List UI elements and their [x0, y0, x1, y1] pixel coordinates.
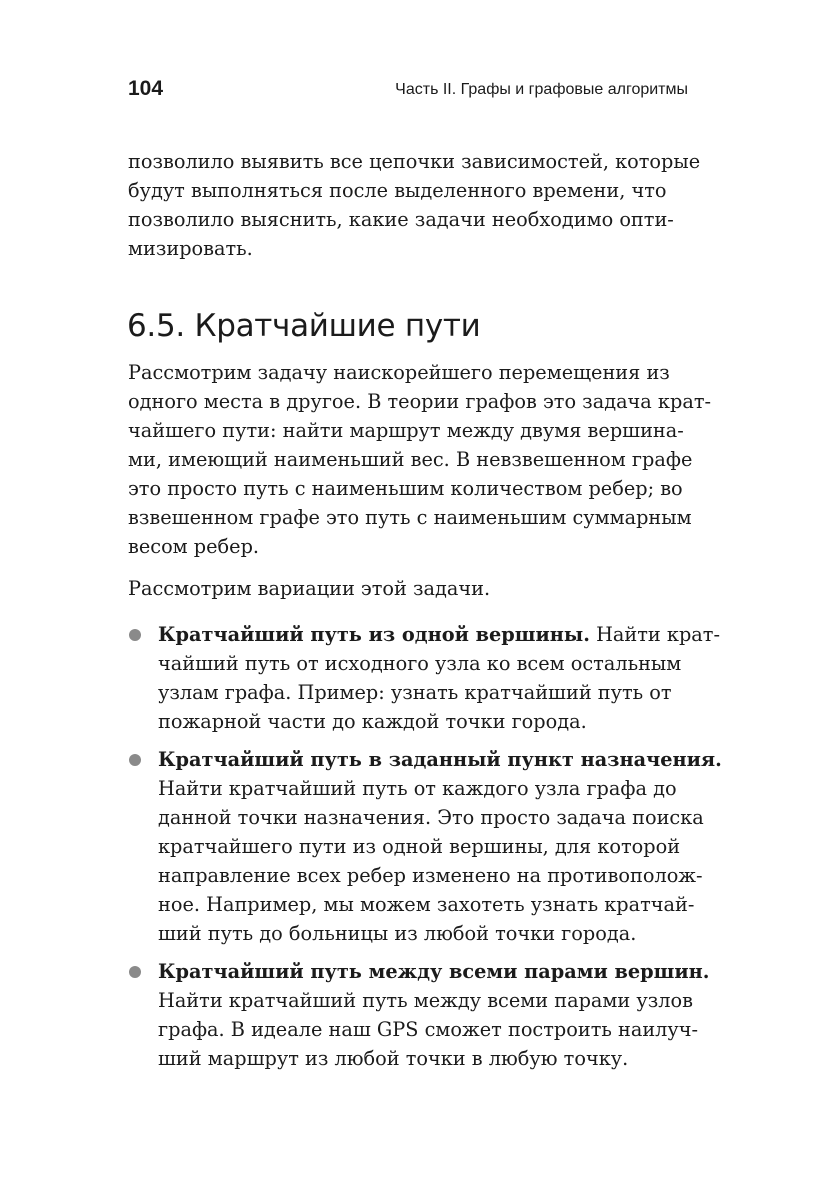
bullet-term: Кратчайший путь между всеми парами вершин.: [158, 960, 710, 983]
bullet-item: [128, 957, 710, 1073]
page-number: 104: [128, 77, 164, 100]
text-line: мизировать.: [128, 237, 253, 260]
section-title: 6.5. Кратчайшие пути: [127, 308, 481, 344]
text-line: ми, имеющий наименьший вес. В невзвешенном графе: [128, 448, 693, 471]
text-line: будут выполняться после выделенного времени, что: [128, 179, 667, 202]
text-line: Найти кратчайший путь от каждого узла графа до: [158, 777, 677, 800]
text-line: узлам графа. Пример: узнать кратчайший путь от: [158, 681, 672, 704]
text-line: Рассмотрим задачу наискорейшего перемещения из: [128, 361, 670, 384]
text-line: это просто путь с наименьшим количеством ребер; во: [128, 477, 683, 500]
paragraph-1: [128, 358, 712, 561]
text-line: ное. Например, мы можем захотеть узнать кратчай-: [158, 893, 695, 916]
bullet-term: Кратчайший путь из одной вершины.: [158, 623, 590, 646]
bullet-item: [128, 620, 720, 736]
intro-paragraph: [128, 147, 701, 263]
text-line: графа. В идеале наш GPS сможет построить наилуч-: [158, 1018, 699, 1041]
bullet-first-line: [158, 957, 710, 986]
running-head: [128, 76, 688, 104]
text-line: Рассмотрим вариации этой задачи.: [128, 577, 491, 600]
text-line: взвешенном графе это путь с наименьшим суммарным: [128, 506, 692, 529]
text-line: ший маршрут из любой точки в любую точку.: [158, 1047, 629, 1070]
text-line: весом ребер.: [128, 535, 260, 558]
text-line: ший путь до больницы из любой точки города.: [158, 922, 637, 945]
text-line: кратчайшего пути из одной вершины, для которой: [158, 835, 681, 858]
bullet-first-line: [158, 620, 720, 649]
bullet-list: [128, 620, 722, 1082]
paragraph-2: [128, 574, 692, 603]
bullet-dot: [129, 629, 141, 641]
text-line: данной точки назначения. Это просто задача поиска: [158, 806, 704, 829]
bullet-dot: [129, 966, 141, 978]
bullet-dot: [129, 754, 141, 766]
text-line: одного места в другое. В теории графов это задача крат-: [128, 390, 712, 413]
running-title: Часть II. Графы и графовые алгоритмы: [395, 81, 688, 98]
bullet-term: Кратчайший путь в заданный пункт назначения.: [158, 748, 722, 771]
text-line: чайший путь от исходного узла ко всем остальным: [158, 652, 682, 675]
text-line: направление всех ребер изменено на противополож-: [158, 864, 703, 887]
bullet-first-line-rest: Найти крат-: [589, 623, 720, 646]
text-line: позволило выяснить, какие задачи необходимо опти-: [128, 208, 674, 231]
bullet-item: [128, 745, 722, 948]
text-line: чайшего пути: найти маршрут между двумя вершина-: [128, 419, 684, 442]
text-line: Найти кратчайший путь между всеми парами узлов: [158, 989, 693, 1012]
text-line: позволило выявить все цепочки зависимостей, которые: [128, 150, 701, 173]
bullet-first-line: [158, 745, 722, 774]
text-line: пожарной части до каждой точки города.: [158, 710, 587, 733]
